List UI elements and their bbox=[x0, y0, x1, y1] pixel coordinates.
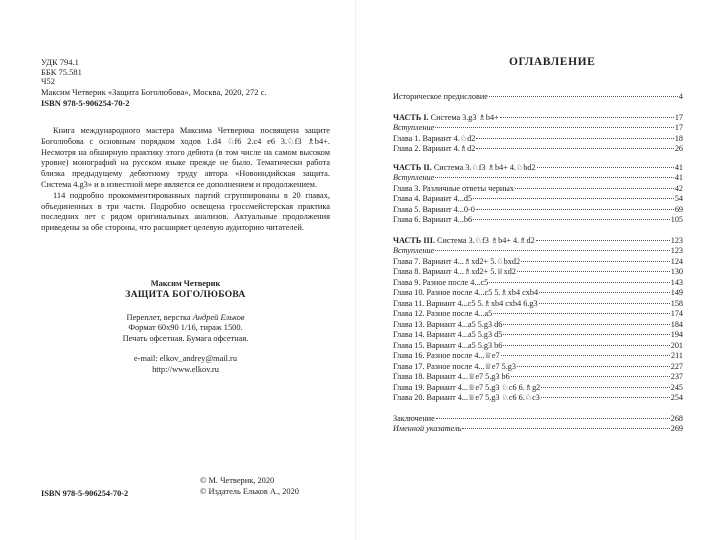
bibliographic-codes bbox=[41, 58, 82, 87]
toc-entry-text: Глава 13. Вариант 4...a5 5.g3 d6 bbox=[393, 319, 503, 329]
toc-entry-text: Глава 8. Вариант 4...♗xd2+ 5.♕xd2 bbox=[393, 267, 516, 276]
toc-dot-leader bbox=[462, 428, 669, 429]
toc-entry-title bbox=[393, 278, 488, 289]
toc-row bbox=[393, 330, 683, 341]
toc-dot-leader bbox=[500, 117, 674, 118]
toc-row bbox=[393, 424, 683, 435]
copyright-author: © М. Четверик, 2020 bbox=[200, 476, 275, 485]
toc-entry-title bbox=[393, 134, 475, 145]
toc-dot-leader bbox=[517, 366, 670, 367]
toc-entry-title bbox=[393, 92, 488, 103]
toc-entry-title bbox=[393, 424, 461, 435]
copyright-block bbox=[200, 476, 299, 498]
toc-dot-leader bbox=[493, 313, 669, 314]
toc-page-number: 254 bbox=[670, 393, 683, 402]
toc-page-number: 143 bbox=[670, 277, 683, 287]
toc-row bbox=[393, 205, 683, 216]
toc-dot-leader bbox=[476, 148, 673, 149]
toc-part-row bbox=[393, 236, 683, 247]
toc-part-row bbox=[393, 113, 683, 124]
toc-page-number: 194 bbox=[670, 330, 683, 339]
toc-entry-text: Глава 7. Вариант 4...♗xd2+ 5.♘bxd2 bbox=[393, 256, 521, 266]
toc-entry-title bbox=[393, 383, 540, 394]
layout-credit bbox=[41, 313, 330, 324]
toc-dot-leader bbox=[539, 303, 670, 304]
toc-row bbox=[393, 393, 683, 404]
toc-entry-title bbox=[393, 123, 434, 134]
toc-dot-leader bbox=[436, 418, 670, 419]
toc-row bbox=[393, 267, 683, 278]
toc-entry-text: Глава 17. Разное после 4...♕e7 5.g3 bbox=[393, 361, 516, 371]
toc-entry-text: Вступление bbox=[393, 123, 435, 132]
toc-entry-title bbox=[393, 351, 500, 362]
toc-entry-title bbox=[393, 215, 472, 226]
toc-page-number: 4 bbox=[678, 92, 683, 101]
imprint bbox=[41, 279, 330, 376]
toc-entry-text: Заключение bbox=[393, 413, 435, 423]
abstract-paragraph: Книга международного мастера Максима Четверика посвящена защите Боголюбова с основным порядком ходов 1.d4 ♘f6 2.c4 e6 3.♘f3 ♗b4+. Несмотря на обширную практику этого дебюта (в том числе на самом высоком уровне) монографий на русском языке прежде не было. Тематически работа близка предыдущему дебютному труду автора «Новоиндийская защита. Система 4.g3» и в известной мере является ее дополнением и продолжением. bbox=[41, 126, 330, 189]
bottom-isbn: ISBN 978-5-906254-70-2 bbox=[41, 489, 129, 498]
toc-entry-title bbox=[393, 288, 538, 299]
toc-entry-text: Глава 2. Вариант 4.♗d2 bbox=[393, 144, 476, 153]
toc-entry-text: Глава 6. Вариант 4...b6 bbox=[393, 215, 473, 224]
toc-dot-leader bbox=[503, 324, 669, 325]
toc-part-label: ЧАСТЬ II. bbox=[393, 162, 432, 172]
toc-dot-leader bbox=[511, 376, 670, 377]
toc-page-number: 42 bbox=[674, 183, 683, 193]
toc-page-number: 17 bbox=[674, 112, 683, 122]
toc-dot-leader bbox=[473, 219, 670, 220]
toc-page-number: 124 bbox=[670, 256, 683, 266]
toc-row bbox=[393, 144, 683, 155]
toc-entry-text: Система 3.♘f3 ♗b4+ 4.♘bd2 bbox=[431, 162, 536, 172]
toc-row bbox=[393, 173, 683, 184]
toc-part-row bbox=[393, 163, 683, 174]
toc-page-number: 211 bbox=[671, 351, 683, 360]
toc-entry-title bbox=[393, 362, 516, 373]
toc-page-number: 17 bbox=[674, 123, 683, 132]
toc-row bbox=[393, 414, 683, 425]
toc-page-number: 41 bbox=[674, 162, 683, 172]
toc-dot-leader bbox=[435, 127, 674, 128]
toc-page-number: 184 bbox=[670, 319, 683, 329]
toc-page-number: 245 bbox=[670, 382, 683, 392]
toc-page-number: 269 bbox=[670, 424, 683, 433]
toc-dot-leader bbox=[541, 387, 669, 388]
toc-entry-title bbox=[393, 372, 510, 383]
left-page bbox=[0, 0, 350, 540]
imprint-author: Максим Четверик bbox=[150, 279, 221, 288]
toc-entry-text: Глава 20. Вариант 4...♕e7 5.g3 ♘c6 6.♘c3 bbox=[393, 393, 540, 402]
toc-row bbox=[393, 215, 683, 226]
toc-entry-title bbox=[393, 113, 499, 124]
toc-entry-text: Глава 10. Разное после 4...c5 5.♗xb4 cxb4 bbox=[393, 288, 539, 297]
toc-page-number: 227 bbox=[670, 361, 683, 371]
toc-entry-title bbox=[393, 173, 434, 184]
imprint-title: ЗАЩИТА БОГОЛЮБОВА bbox=[125, 289, 246, 300]
udk-code: УДК 794.1 bbox=[41, 57, 79, 67]
toc-entry-title bbox=[393, 246, 434, 257]
toc-entry-title bbox=[393, 299, 538, 310]
toc-entry-title bbox=[393, 330, 502, 341]
toc-entry-title bbox=[393, 341, 502, 352]
toc-row bbox=[393, 299, 683, 310]
toc-row bbox=[393, 246, 683, 257]
toc-row bbox=[393, 351, 683, 362]
toc-entry-title bbox=[393, 393, 540, 404]
toc-entry-title bbox=[393, 236, 535, 247]
toc-dot-leader bbox=[503, 334, 669, 335]
toc-entry-text: Глава 1. Вариант 4.♘d2 bbox=[393, 133, 476, 143]
abstract bbox=[41, 126, 330, 234]
right-page bbox=[360, 0, 719, 540]
toc-page-number: 41 bbox=[674, 173, 683, 182]
isbn-line: ISBN 978-5-906254-70-2 bbox=[41, 97, 130, 108]
toc-entry-title bbox=[393, 144, 475, 155]
toc-row bbox=[393, 288, 683, 299]
toc-entry-text: Вступление bbox=[393, 246, 435, 255]
toc-entry-title bbox=[393, 267, 516, 278]
toc-row bbox=[393, 194, 683, 205]
toc-page-number: 149 bbox=[670, 288, 683, 297]
toc-dot-leader bbox=[515, 188, 674, 189]
toc-entry-title bbox=[393, 309, 492, 320]
toc-dot-leader bbox=[536, 240, 670, 241]
toc-entry-title bbox=[393, 257, 520, 268]
toc-entry-text: Глава 16. Разное после 4...♕e7 bbox=[393, 351, 500, 360]
toc-dot-leader bbox=[435, 250, 669, 251]
toc-row bbox=[393, 362, 683, 373]
abstract-paragraph: 114 подробно прокомментированных партий сгруппированы в 20 главах, объединенных в три части. Подробно освещена гроссмейстерская практика последних лет с рядом оригинальных анализов. Актуальные продолжения приведены за обе стороны, что расширяет целевую аудиторию читателей. bbox=[41, 190, 330, 233]
toc-dot-leader bbox=[489, 96, 678, 97]
toc-dot-leader bbox=[473, 198, 674, 199]
toc-row bbox=[393, 123, 683, 134]
citation-line: Максим Четверик «Защита Боголюбова», Москва, 2020, 272 с. bbox=[41, 87, 267, 97]
toc-page-number: 54 bbox=[674, 194, 683, 203]
toc-entry-title bbox=[393, 414, 435, 425]
toc-entry-text: Глава 12. Разное после 4...a5 bbox=[393, 309, 493, 318]
toc-entry-title bbox=[393, 163, 536, 174]
toc-dot-leader bbox=[541, 397, 670, 398]
toc-part-label: ЧАСТЬ III. bbox=[393, 235, 435, 245]
toc-row bbox=[393, 184, 683, 195]
toc-row bbox=[393, 383, 683, 394]
layout-label: Переплет, верстка bbox=[126, 312, 191, 322]
website-line: http://www.elkov.ru bbox=[152, 364, 219, 374]
toc-dot-leader bbox=[537, 167, 674, 168]
toc-entry-text: Глава 11. Вариант 4...c5 5.♗xb4 cxb4 6.g3 bbox=[393, 298, 538, 308]
toc-dot-leader bbox=[503, 345, 669, 346]
toc-page-number: 237 bbox=[670, 372, 683, 381]
toc-dot-leader bbox=[517, 271, 670, 272]
toc-entry-title bbox=[393, 194, 472, 205]
toc-entry-text: Вступление bbox=[393, 173, 435, 182]
toc-page-number: 268 bbox=[670, 413, 683, 423]
toc-dot-leader bbox=[521, 261, 670, 262]
table-of-contents bbox=[393, 92, 683, 435]
toc-row bbox=[393, 134, 683, 145]
toc-page-number: 69 bbox=[674, 204, 683, 214]
toc-entry-text: Глава 3. Различные ответы черных bbox=[393, 183, 514, 193]
toc-entry-text: Именной указатель bbox=[393, 424, 462, 433]
bbk-code: ББК 75.581 bbox=[41, 66, 82, 77]
toc-row bbox=[393, 257, 683, 268]
toc-dot-leader bbox=[476, 138, 673, 139]
toc-entry-text: Историческое предисловие bbox=[393, 92, 488, 101]
toc-dot-leader bbox=[435, 177, 674, 178]
toc-dot-leader bbox=[489, 282, 670, 283]
email-line: e-mail: elkov_andrey@mail.ru bbox=[133, 353, 238, 363]
copyright-publisher: © Издатель Ельков А., 2020 bbox=[200, 486, 299, 496]
layout-person: Андрей Ельков bbox=[192, 312, 245, 322]
toc-entry-text: Глава 19. Вариант 4...♕e7 5.g3 ♘c6 6.♗g2 bbox=[393, 382, 541, 392]
toc-entry-text: Глава 18. Вариант 4...♕e7 5.g3 b6 bbox=[393, 372, 510, 381]
toc-page-number: 158 bbox=[670, 298, 683, 308]
toc-entry-text: Система 3.♘f3 ♗b4+ 4.♗d2 bbox=[434, 235, 535, 245]
print-line: Печать офсетная. Бумага офсетная. bbox=[122, 334, 249, 344]
toc-page-number: 123 bbox=[670, 246, 683, 255]
toc-entry-text: Глава 14. Вариант 4...a5 5.g3 d5 bbox=[393, 330, 503, 339]
toc-entry-text: Глава 4. Вариант 4...d5 bbox=[393, 194, 473, 203]
format-line: Формат 60x90 1/16, тираж 1500. bbox=[128, 323, 243, 333]
toc-page-number: 174 bbox=[670, 309, 683, 318]
toc-dot-leader bbox=[539, 292, 670, 293]
citation-block bbox=[41, 87, 331, 108]
toc-entry-text: Система 3.g3 ♗b4+ bbox=[428, 112, 499, 122]
toc-entry-text: Глава 15. Вариант 4...a5 5.g3 b6 bbox=[393, 340, 503, 350]
toc-row bbox=[393, 309, 683, 320]
author-code: Ч52 bbox=[41, 76, 56, 87]
page-gutter bbox=[355, 0, 356, 540]
toc-row bbox=[393, 92, 683, 103]
toc-row bbox=[393, 372, 683, 383]
toc-row bbox=[393, 278, 683, 289]
toc-row bbox=[393, 341, 683, 352]
toc-page-number: 201 bbox=[670, 340, 683, 350]
toc-page-number: 26 bbox=[674, 144, 683, 153]
toc-part-label: ЧАСТЬ I. bbox=[393, 112, 429, 122]
toc-page-number: 130 bbox=[670, 267, 683, 276]
toc-dot-leader bbox=[501, 355, 670, 356]
toc-title: ОГЛАВЛЕНИЕ bbox=[509, 56, 596, 68]
toc-dot-leader bbox=[476, 209, 674, 210]
toc-page-number: 123 bbox=[670, 235, 683, 245]
toc-entry-title bbox=[393, 205, 475, 216]
toc-entry-text: Глава 5. Вариант 4...0-0 bbox=[393, 204, 475, 214]
toc-entry-text: Глава 9. Разное после 4...c5 bbox=[393, 277, 489, 287]
toc-row bbox=[393, 320, 683, 331]
toc-entry-title bbox=[393, 320, 502, 331]
toc-page-number: 105 bbox=[670, 215, 683, 224]
toc-entry-title bbox=[393, 184, 514, 195]
toc-page-number: 18 bbox=[674, 133, 683, 143]
